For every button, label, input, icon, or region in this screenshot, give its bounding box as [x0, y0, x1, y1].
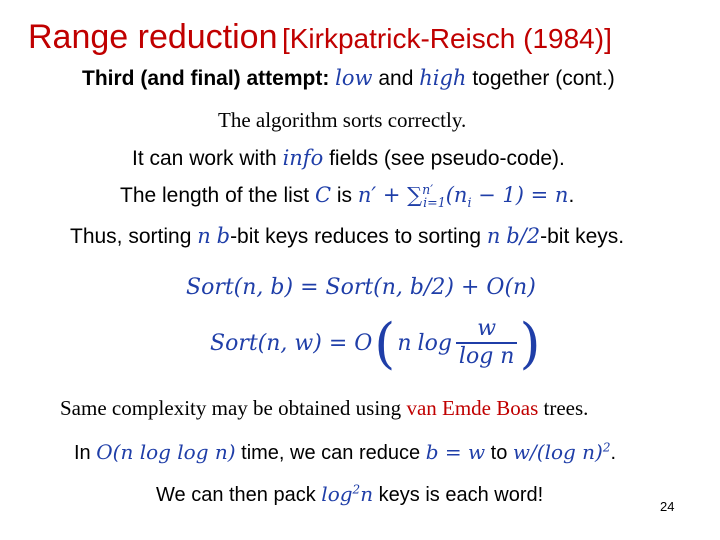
equation-2-log: log [417, 330, 452, 356]
equation-2 [210, 312, 541, 374]
paren-left: ( [374, 311, 396, 375]
line-in-mid: time, we can reduce [241, 442, 421, 464]
line-length [120, 182, 575, 211]
paren-right: ) [519, 311, 541, 375]
line-thus-post: -bit keys. [540, 225, 625, 248]
line-info-pre: It can work with [132, 147, 277, 170]
line-thus-n1: n [197, 224, 211, 248]
fraction-denominator: log n [458, 344, 515, 369]
subtitle-high: high [419, 66, 467, 90]
equation-1: Sort(n, b) = Sort(n, b/2) + O(n) [186, 275, 536, 300]
line-in-to: to [490, 442, 508, 464]
line-thus-pre: Thus, sorting [70, 225, 192, 248]
line-info-post: fields (see pseudo-code). [329, 147, 565, 170]
line-in-O: O(n log log n) [96, 440, 236, 464]
subtitle-lead: Third (and final) attempt: [82, 67, 330, 90]
equation-2-n: n [397, 330, 412, 356]
line-length-is: is [336, 184, 353, 207]
line-length-pre: The length of the list [120, 184, 310, 207]
line-in [74, 440, 616, 465]
line-length-end: . [568, 184, 575, 207]
line-pack [156, 482, 543, 507]
line-in-end: . [610, 442, 617, 464]
line-veb [60, 396, 588, 421]
slide-title [28, 18, 612, 57]
line-info [132, 146, 565, 171]
line-veb-post: trees. [543, 396, 589, 420]
title-citation: [Kirkpatrick-Reisch (1984)] [281, 23, 612, 54]
line-thus-b2: b/2 [506, 224, 541, 248]
line-info-info: info [282, 146, 324, 170]
line-veb-link: van Emde Boas [406, 396, 539, 420]
subtitle-and: and [378, 67, 414, 90]
line-thus-n2: n [486, 224, 501, 248]
line-veb-pre: Same complexity may be obtained using [60, 396, 402, 420]
line-sorts: The algorithm sorts correctly. [218, 108, 467, 132]
line-thus-mid: -bit keys reduces to sorting [230, 225, 482, 248]
line-length-formula: $n' + \sum^{n'}_{i=1}(n_i - 1) = n$ [357, 182, 569, 211]
page-number: 24 [660, 499, 675, 514]
subtitle-low: low [335, 66, 373, 90]
line-pack-log: $\log^2n$ [321, 482, 374, 506]
title-main: Range reduction [28, 18, 278, 56]
line-pack-post: keys is each word! [378, 484, 544, 506]
equation-2-fraction [456, 316, 518, 371]
line-thus-b: b [216, 224, 231, 248]
line-thus [70, 224, 624, 249]
fraction-numerator: w [456, 316, 518, 344]
equation-2-lhs: Sort(n, w) = O [210, 330, 373, 356]
line-in-b: b = w [425, 440, 486, 464]
line-pack-pre: We can then pack [156, 484, 316, 506]
subtitle [82, 66, 615, 91]
line-in-pre: In [74, 442, 91, 464]
line-length-C: C [314, 183, 332, 207]
subtitle-tail: together (cont.) [472, 67, 615, 90]
line-in-w: w/(log n)$^2$ [512, 440, 611, 464]
